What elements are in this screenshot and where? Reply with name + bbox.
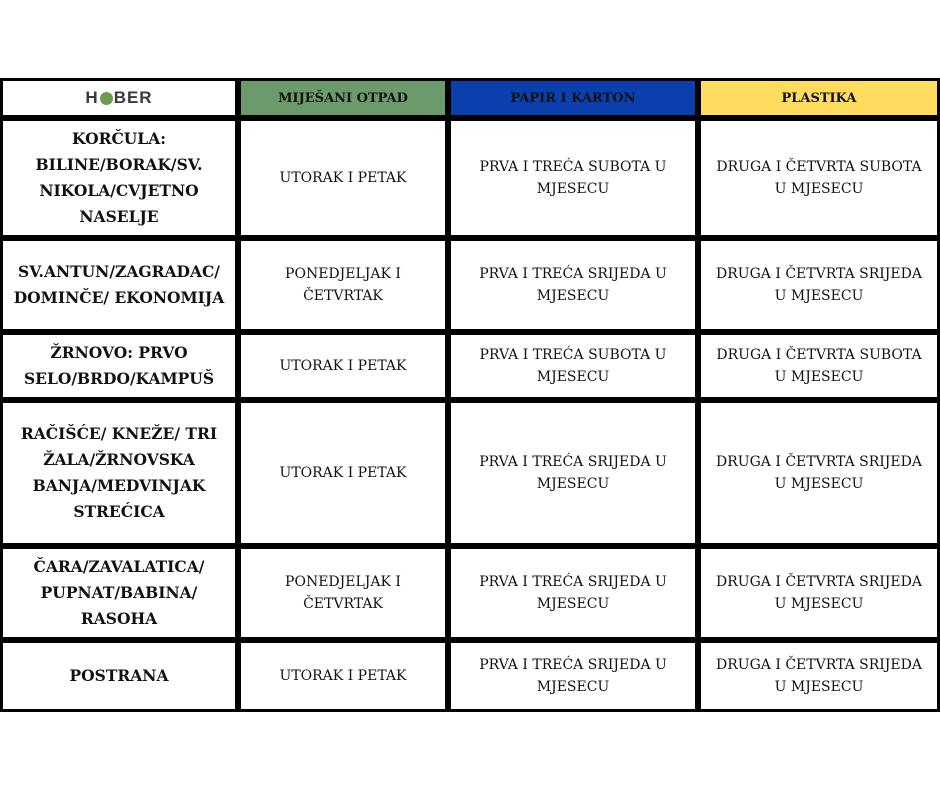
row-plastika: DRUGA I ČETVRTA SRIJEDA U MJESECU (698, 400, 940, 546)
logo-leaf-icon (100, 92, 113, 105)
row-papir: PRVA I TREĆA SRIJEDA U MJESECU (448, 238, 698, 332)
row-location: ŽRNOVO: PRVO SELO/BRDO/KAMPUŠ (0, 332, 238, 400)
hober-logo (85, 88, 152, 108)
row-mijesani: UTORAK I PETAK (238, 400, 448, 546)
row-location: ČARA/ZAVALATICA/ PUPNAT/BABINA/ RASOHA (0, 546, 238, 640)
row-mijesani: PONEDJELJAK I ČETVRTAK (238, 238, 448, 332)
row-papir: PRVA I TREĆA SRIJEDA U MJESECU (448, 546, 698, 640)
row-plastika: DRUGA I ČETVRTA SUBOTA U MJESECU (698, 118, 940, 238)
row-location: POSTRANA (0, 640, 238, 712)
logo-text-start: H (85, 88, 99, 107)
row-plastika: DRUGA I ČETVRTA SRIJEDA U MJESECU (698, 546, 940, 640)
row-mijesani: UTORAK I PETAK (238, 118, 448, 238)
row-plastika: DRUGA I ČETVRTA SRIJEDA U MJESECU (698, 640, 940, 712)
logo-text-end: BER (113, 88, 153, 107)
row-plastika: DRUGA I ČETVRTA SUBOTA U MJESECU (698, 332, 940, 400)
row-mijesani: UTORAK I PETAK (238, 332, 448, 400)
row-mijesani: PONEDJELJAK I ČETVRTAK (238, 546, 448, 640)
row-location: SV.ANTUN/ZAGRADAC/ DOMINČE/ EKONOMIJA (0, 238, 238, 332)
row-papir: PRVA I TREĆA SUBOTA U MJESECU (448, 332, 698, 400)
row-papir: PRVA I TREĆA SRIJEDA U MJESECU (448, 400, 698, 546)
row-papir: PRVA I TREĆA SUBOTA U MJESECU (448, 118, 698, 238)
header-plastika: PLASTIKA (698, 78, 940, 118)
row-location: KORČULA: BILINE/BORAK/SV. NIKOLA/CVJETNO NASELJE (0, 118, 238, 238)
row-papir: PRVA I TREĆA SRIJEDA U MJESECU (448, 640, 698, 712)
header-papir-i-karton: PAPIR I KARTON (448, 78, 698, 118)
header-mijesani-otpad: MIJEŠANI OTPAD (238, 78, 448, 118)
row-location: RAČIŠĆE/ KNEŽE/ TRI ŽALA/ŽRNOVSKA BANJA/MEDVINJAK STREĆICA (0, 400, 238, 546)
row-mijesani: UTORAK I PETAK (238, 640, 448, 712)
row-plastika: DRUGA I ČETVRTA SRIJEDA U MJESECU (698, 238, 940, 332)
logo-cell (0, 78, 238, 118)
